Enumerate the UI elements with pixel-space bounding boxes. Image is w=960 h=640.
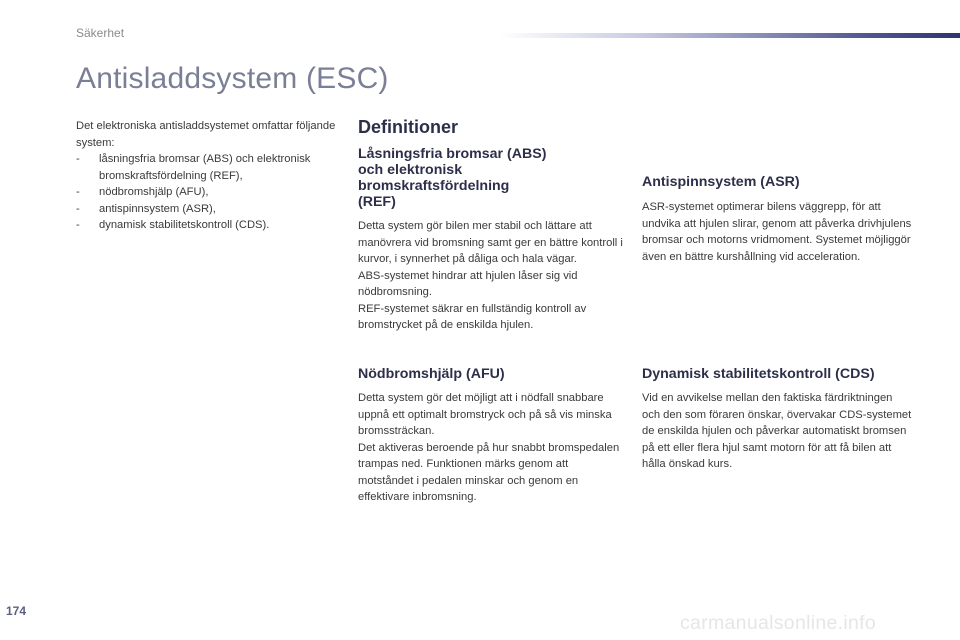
header-gradient-bar: [500, 33, 960, 38]
section-label: Säkerhet: [76, 26, 125, 40]
asr-text: ASR-systemet optimerar bilens väggrepp, för att undvika att hjulen slirar, genom att påverka drivhjulens bromsar och motorns vridmoment. Systemet möjliggör även en bättre kurshållning vid acceleration.: [642, 201, 912, 263]
intro-text: [76, 118, 346, 234]
asr-section: [642, 174, 912, 265]
page-title: Antisladdsystem (ESC): [76, 62, 389, 95]
abs-ref-section: [358, 146, 626, 334]
abs-ref-heading: Låsningsfria bromsar (ABS) och elektronisk bromskraftsfördelning (REF): [358, 146, 547, 210]
list-item: - låsningsfria bromsar (ABS) och elektronisk bromskraftsfördelning (REF),: [76, 151, 346, 184]
abs-ref-text: Detta system gör bilen mer stabil och lättare att manövrera vid bromsning samt ger en bättre kontroll i kurvor, i synnerhet på dåliga och hala vägar. ABS-systemet hindrar att hjulen låser sig vid nödbromsning. REF-systemet säkrar en fullständig kontroll av bromstrycket på de enskilda hjulen.: [358, 220, 623, 331]
cds-text: Vid en avvikelse mellan den faktiska färdriktningen och den som föraren önskar, övervakar CDS-systemet de enskilda hjulen och påverkar automatiskt bromsen på ett eller flera hjul samt motorn för att få bilen att hålla önskad kurs.: [642, 392, 912, 470]
afu-heading: Nödbromshjälp (AFU): [358, 366, 505, 382]
asr-heading: Antispinnsystem (ASR): [642, 174, 800, 190]
page-number: 174: [6, 604, 27, 618]
afu-text: Detta system gör det möjligt att i nödfall snabbare uppnå ett optimalt bromstryck och på så vis minska bromssträckan. Det aktiveras beroende på hur snabbt bromspedalen trampas ned. Funktionen märks genom att motståndet i pedalen minskar och genom en effektivare inbromsning.: [358, 392, 620, 503]
intro-list: [76, 151, 346, 234]
cds-section: [642, 366, 912, 473]
definitions-title: Definitioner: [358, 117, 459, 137]
list-item: - dynamisk stabilitetskontroll (CDS).: [76, 217, 346, 234]
afu-section: [358, 366, 626, 506]
intro-lead: Det elektroniska antisladdsystemet omfattar följande system:: [76, 120, 336, 149]
list-item: - antispinnsystem (ASR),: [76, 201, 346, 218]
list-item: - nödbromshjälp (AFU),: [76, 184, 346, 201]
cds-heading: Dynamisk stabilitetskontroll (CDS): [642, 366, 875, 382]
watermark: carmanualsonline.info: [680, 612, 876, 634]
